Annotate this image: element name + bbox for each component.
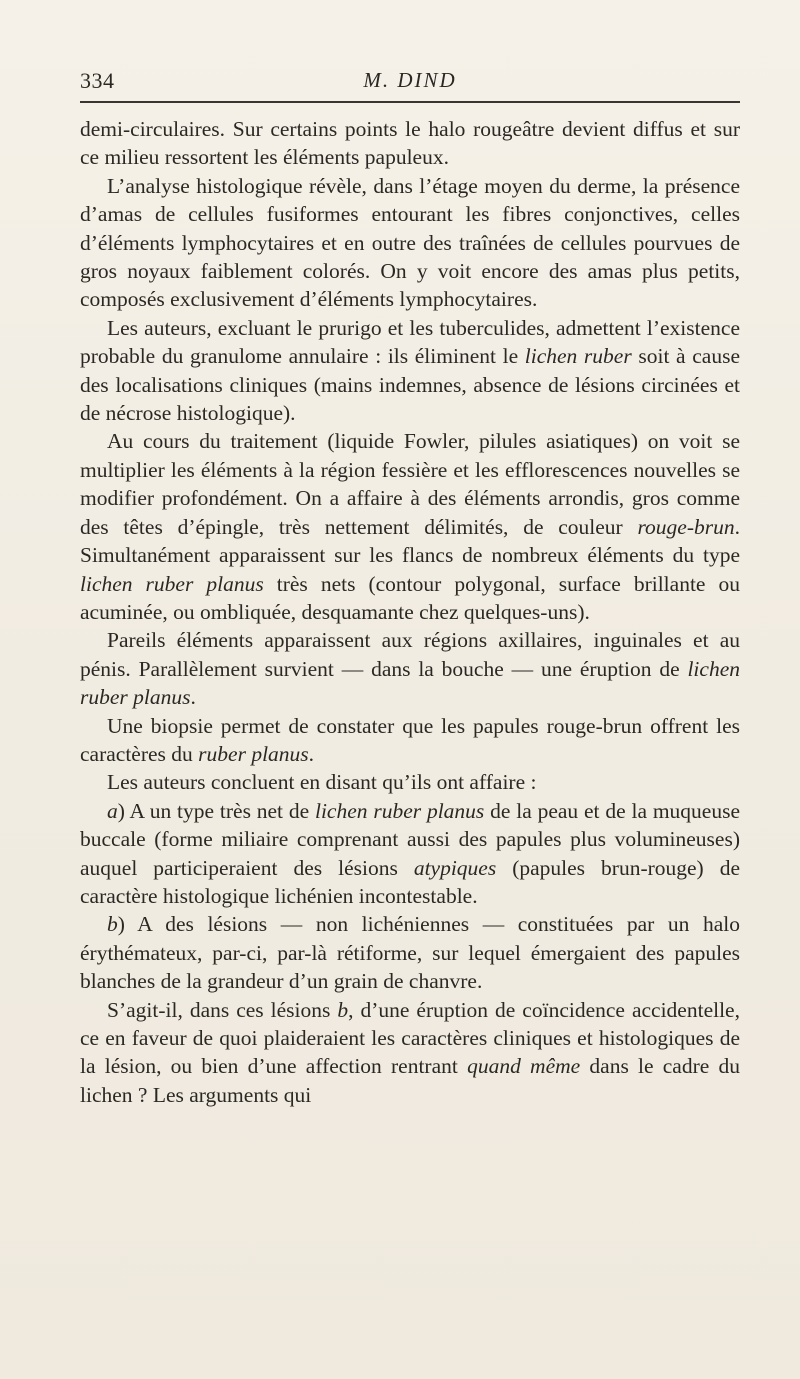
italic-text: a bbox=[107, 798, 118, 823]
text-segment: Pareils éléments apparaissent aux régions axillaires, inguinales et au pénis. Parallèlement survient — dans la bouche — une éruption de bbox=[80, 628, 740, 681]
text-segment: . bbox=[190, 685, 196, 710]
paragraph bbox=[80, 626, 740, 711]
paragraph bbox=[80, 427, 740, 626]
italic-text: lichen ruber planus bbox=[80, 656, 740, 710]
text-segment: demi-circulaires. Sur certains points le halo rougeâtre devient diffus et sur ce milieu ressortent les éléments papuleux. bbox=[80, 117, 740, 170]
text-segment: , d’une éruption de coïncidence accidentelle, ce en faveur de quoi plaideraient les caractères cliniques et histologiques de la lésion, ou bien d’une affection rentrant bbox=[80, 997, 740, 1079]
paragraph bbox=[80, 910, 740, 995]
italic-text: b bbox=[337, 997, 349, 1022]
paragraph bbox=[80, 314, 740, 428]
text-segment: (papules brun-rouge) de caractère histologique lichénien incontestable. bbox=[80, 855, 741, 908]
text-segment: . bbox=[308, 741, 315, 766]
text-segment: Une biopsie permet de constater que les papules rouge-brun offrent les caractères du bbox=[80, 713, 740, 766]
text-segment: dans le cadre du lichen ? Les arguments qui bbox=[80, 1054, 741, 1107]
italic-text: lichen ruber planus bbox=[80, 571, 264, 596]
italic-text: lichen ruber planus bbox=[314, 798, 485, 823]
paragraph bbox=[80, 172, 740, 314]
text-segment: de la peau et de la muqueuse buccale (forme miliaire comprenant aussi des papules plus volumineuses) auquel participeraient des lésions bbox=[80, 798, 740, 880]
text-segment: Au cours du traitement (liquide Fowler, pilules asiatiques) on voit se multiplier les éléments à la région fessière et les efflorescences nouvelles se modifier profondément. On a affaire à des éléments arrondis, gros comme des têtes d’épingle, très nettement délimités, de couleur bbox=[80, 429, 740, 539]
text-segment: ) A des lésions — non lichéniennes — constituées par un halo érythémateux, par-ci, par-là rétiforme, sur lequel émergaient des papules blanches de la grandeur d’un grain de chanvre. bbox=[80, 912, 740, 994]
italic-text: b bbox=[107, 912, 118, 937]
text-segment: Les auteurs, excluant le prurigo et les tuberculides, admettent l’existence probable du granulome annulaire : ils éliminent le bbox=[80, 315, 740, 369]
paragraph bbox=[80, 996, 740, 1110]
page-header bbox=[80, 66, 740, 102]
italic-text: rouge-brun bbox=[637, 514, 735, 539]
italic-text: quand même bbox=[467, 1054, 581, 1079]
paragraph bbox=[80, 115, 740, 172]
running-head: M. DIND bbox=[363, 68, 457, 92]
text-segment: . Simultanément apparaissent sur les flancs de nombreux éléments du type bbox=[80, 514, 740, 568]
paragraph bbox=[80, 768, 740, 796]
text-segment: soit à cause des localisations cliniques (mains indemnes, absence de lésions circinées et de nécrose histologique). bbox=[80, 344, 740, 426]
text-segment: L’analyse histologique révèle, dans l’étage moyen du derme, la présence d’amas de cellules fusiformes entourant les fibres conjonctives, celles d’éléments lymphocytaires et en outre des traînées de cellules pourvues de gros noyaux faiblement colorés. On y voit encore des amas plus petits, composés exclusivement d’éléments lymphocytaires. bbox=[80, 173, 740, 312]
header-rule bbox=[80, 101, 740, 103]
page-number: 334 bbox=[80, 68, 115, 93]
italic-text: atypiques bbox=[413, 855, 497, 880]
text-segment: très nets (contour polygonal, surface brillante ou acuminée, ou ombliquée, desquamante chez quelques-uns). bbox=[80, 571, 740, 624]
italic-text: lichen ruber bbox=[524, 344, 632, 369]
body-text bbox=[80, 115, 740, 1109]
italic-text: ruber planus bbox=[198, 741, 309, 766]
text-segment: Les auteurs concluent en disant qu’ils ont affaire : bbox=[107, 770, 537, 795]
paragraph bbox=[80, 712, 740, 769]
text-segment: ) A un type très net de bbox=[117, 798, 315, 823]
text-segment: S’agit-il, dans ces lésions bbox=[107, 997, 338, 1022]
paragraph bbox=[80, 797, 740, 911]
